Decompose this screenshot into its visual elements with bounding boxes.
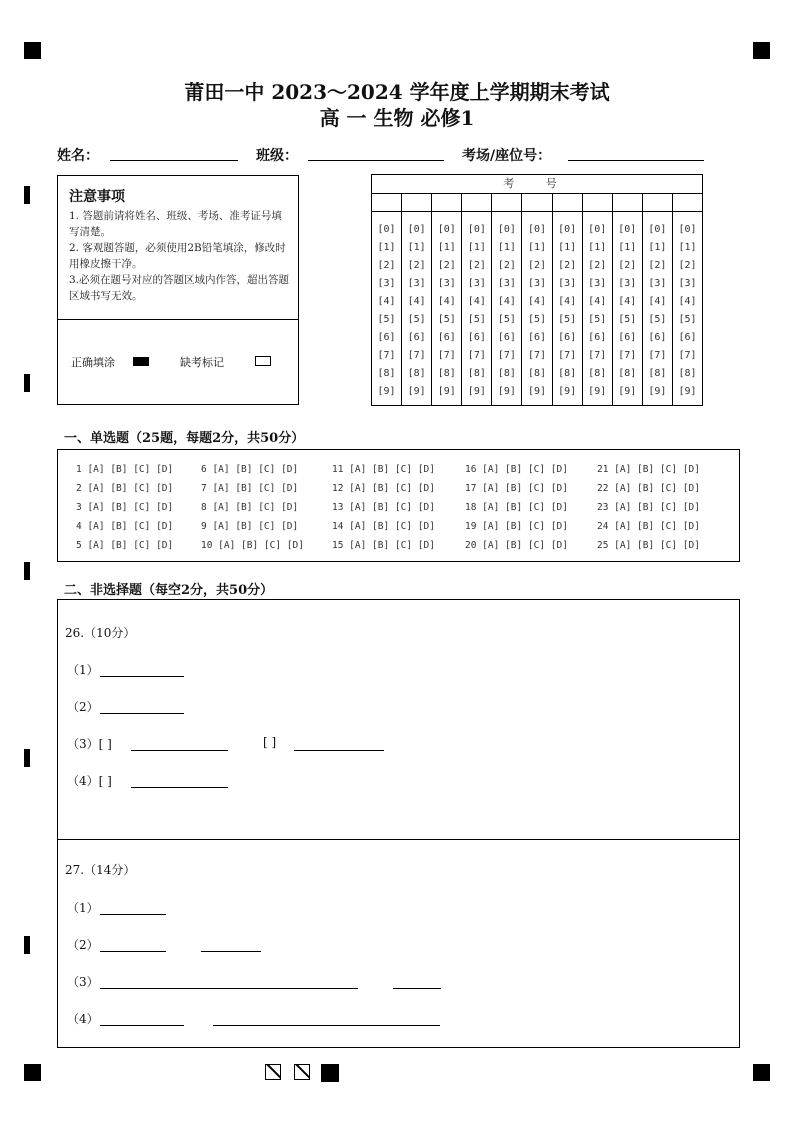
exam-digit-bubble[interactable]: [3] (467, 278, 486, 289)
exam-digit-bubble[interactable]: [0] (437, 224, 456, 235)
mcq-question-row[interactable]: 2 [A] [B] [C] [D] (76, 483, 174, 494)
mcq-question-row[interactable]: 23 [A] [B] [C] [D] (597, 502, 700, 513)
exam-digit-column (492, 211, 522, 405)
crossed-box-icon (294, 1064, 310, 1080)
digit-write-box[interactable] (673, 193, 702, 211)
exam-digit-bubble[interactable]: [8] (588, 368, 607, 379)
exam-digit-column (402, 211, 432, 405)
exam-digit-bubble[interactable]: [2] (377, 260, 396, 271)
exam-digit-bubble[interactable]: [1] (407, 242, 426, 253)
exam-digit-bubble[interactable]: [4] (407, 296, 426, 307)
q27-sub2-blank-a[interactable] (100, 951, 166, 952)
exam-digit-bubble[interactable]: [7] (648, 350, 667, 361)
mcq-question-row[interactable]: 16 [A] [B] [C] [D] (465, 464, 568, 475)
exam-digit-bubble[interactable]: [0] (588, 224, 607, 235)
exam-digit-bubble[interactable]: [0] (497, 224, 516, 235)
mcq-question-row[interactable]: 15 [A] [B] [C] [D] (332, 540, 435, 551)
exam-digit-bubble[interactable]: [3] (618, 278, 637, 289)
mcq-question-row[interactable]: 8 [A] [B] [C] [D] (201, 502, 299, 513)
section2-title: 二、非选择题（每空2分，共50分） (64, 583, 274, 598)
q26-sub1-label: （1） (67, 663, 99, 677)
mcq-question-row[interactable]: 7 [A] [B] [C] [D] (201, 483, 299, 494)
exam-digit-bubble[interactable]: [7] (497, 350, 516, 361)
exam-digit-bubble[interactable]: [9] (527, 386, 547, 397)
q27-sub4-blank-b[interactable] (213, 1025, 440, 1026)
exam-digit-bubble[interactable]: [1] (377, 242, 396, 253)
q27-sub2-label: （2） (67, 938, 99, 952)
exam-digit-bubble[interactable]: [5] (648, 314, 667, 325)
exam-digit-bubble[interactable]: [7] (527, 350, 547, 361)
q27-sub4-blank-a[interactable] (100, 1025, 184, 1026)
exam-digit-bubble[interactable]: [3] (588, 278, 607, 289)
exam-digit-bubble[interactable]: [4] (497, 296, 516, 307)
exam-digit-bubble[interactable]: [4] (618, 296, 637, 307)
mcq-answer-area (57, 449, 740, 562)
exam-digit-bubble[interactable]: [4] (467, 296, 486, 307)
digit-write-box[interactable] (613, 193, 643, 211)
exam-digit-bubble[interactable]: [5] (678, 314, 697, 325)
exam-digit-bubble[interactable]: [7] (437, 350, 456, 361)
exam-digit-bubble[interactable]: [2] (678, 260, 697, 271)
mcq-question-row[interactable]: 1 [A] [B] [C] [D] (76, 464, 174, 475)
q27-sub3-label: （3） (67, 975, 99, 989)
q27-sub2-blank-b[interactable] (201, 951, 261, 952)
room-seat-label: 考场/座位号： (462, 148, 552, 164)
exam-digit-bubble[interactable]: [4] (588, 296, 607, 307)
exam-digit-bubble[interactable]: [6] (558, 332, 577, 343)
exam-digit-bubble[interactable]: [1] (527, 242, 547, 253)
class-field[interactable] (308, 160, 444, 161)
exam-digit-bubble[interactable]: [9] (618, 386, 637, 397)
absent-mark-box[interactable] (255, 356, 271, 366)
exam-digit-bubble[interactable]: [5] (437, 314, 456, 325)
exam-digit-bubble[interactable]: [3] (558, 278, 577, 289)
notice-body (69, 208, 291, 304)
mcq-column (76, 460, 173, 555)
correct-fill-label: 正确填涂 (71, 356, 115, 369)
digit-write-box[interactable] (432, 193, 462, 211)
side-mark (24, 186, 30, 204)
exam-digit-bubble[interactable]: [8] (527, 368, 547, 379)
exam-digit-bubble[interactable]: [0] (407, 224, 426, 235)
exam-digit-bubble[interactable]: [2] (588, 260, 607, 271)
q26-sub2-blank[interactable] (100, 713, 184, 714)
corner-mark-bottom-left (24, 1064, 41, 1081)
exam-digit-bubble[interactable]: [9] (588, 386, 607, 397)
exam-digit-bubble[interactable]: [6] (437, 332, 456, 343)
exam-digit-bubble[interactable]: [9] (437, 386, 456, 397)
exam-digit-column (553, 211, 583, 405)
mcq-question-row[interactable]: 12 [A] [B] [C] [D] (332, 483, 435, 494)
exam-digit-bubble[interactable]: [1] (467, 242, 486, 253)
exam-digit-bubble[interactable]: [6] (618, 332, 637, 343)
notice-divider (58, 319, 298, 320)
exam-digit-bubble[interactable]: [2] (618, 260, 637, 271)
exam-digit-bubble[interactable]: [2] (527, 260, 547, 271)
q27-sub1-blank[interactable] (100, 914, 166, 915)
exam-digit-bubble[interactable]: [4] (558, 296, 577, 307)
exam-digit-bubble[interactable]: [2] (648, 260, 667, 271)
exam-digit-bubble[interactable]: [7] (467, 350, 486, 361)
mcq-column (465, 460, 568, 555)
exam-digit-bubble[interactable]: [5] (588, 314, 607, 325)
digit-write-box[interactable] (522, 193, 552, 211)
exam-digit-column (432, 211, 462, 405)
exam-digit-bubble[interactable]: [1] (437, 242, 456, 253)
exam-digit-bubble[interactable]: [0] (527, 224, 547, 235)
exam-digit-bubble[interactable]: [9] (377, 386, 396, 397)
exam-digit-bubble[interactable]: [2] (467, 260, 486, 271)
q26-sub1-blank[interactable] (100, 676, 184, 677)
exam-digit-bubble[interactable]: [8] (437, 368, 456, 379)
exam-digit-column (522, 211, 552, 405)
exam-digit-bubble[interactable]: [6] (527, 332, 547, 343)
side-mark (24, 936, 30, 954)
exam-digit-bubble[interactable]: [6] (377, 332, 396, 343)
mcq-column (597, 460, 700, 555)
exam-digit-bubble[interactable]: [6] (648, 332, 667, 343)
exam-digit-bubble[interactable]: [1] (497, 242, 516, 253)
q27-sub3-blank-a[interactable] (100, 988, 358, 989)
exam-digit-bubble[interactable]: [3] (648, 278, 667, 289)
mcq-question-row[interactable]: 13 [A] [B] [C] [D] (332, 502, 435, 513)
exam-digit-bubble[interactable]: [3] (407, 278, 426, 289)
q27-sub1-label: （1） (67, 901, 99, 915)
exam-number-columns (372, 211, 702, 405)
exam-digit-bubble[interactable]: [6] (497, 332, 516, 343)
exam-digit-bubble[interactable]: [7] (407, 350, 426, 361)
exam-digit-bubble[interactable]: [7] (377, 350, 396, 361)
exam-digit-bubble[interactable]: [2] (407, 260, 426, 271)
exam-digit-bubble[interactable]: [5] (407, 314, 426, 325)
exam-digit-bubble[interactable]: [1] (648, 242, 667, 253)
mcq-question-row[interactable]: 5 [A] [B] [C] [D] (76, 540, 174, 551)
exam-digit-bubble[interactable]: [5] (377, 314, 396, 325)
q26-sub2-label: （2） (67, 700, 99, 714)
exam-digit-bubble[interactable]: [4] (648, 296, 667, 307)
mcq-question-row[interactable]: 20 [A] [B] [C] [D] (465, 540, 568, 551)
exam-digit-bubble[interactable]: [6] (407, 332, 426, 343)
q26-sub4-label: （4）[ ] (67, 774, 112, 788)
side-mark (24, 749, 30, 767)
mcq-question-row[interactable]: 22 [A] [B] [C] [D] (597, 483, 700, 494)
mcq-question-row[interactable]: 14 [A] [B] [C] [D] (332, 521, 435, 532)
q26-title: 26.（10分） (65, 626, 136, 640)
exam-number-grid (371, 174, 703, 406)
q26-sub3-blank-b[interactable] (294, 750, 384, 751)
mcq-question-row[interactable]: 21 [A] [B] [C] [D] (597, 464, 700, 475)
crossed-box-icon (265, 1064, 281, 1080)
exam-digit-bubble[interactable]: [8] (648, 368, 667, 379)
exam-digit-bubble[interactable]: [9] (648, 386, 667, 397)
mcq-question-row[interactable]: 19 [A] [B] [C] [D] (465, 521, 568, 532)
exam-digit-column (372, 211, 402, 405)
digit-write-box[interactable] (643, 193, 673, 211)
q26-sub3-label: （3）[ ] (67, 737, 112, 751)
exam-digit-bubble[interactable]: [0] (618, 224, 637, 235)
exam-digit-bubble[interactable]: [2] (497, 260, 516, 271)
exam-digit-bubble[interactable]: [1] (558, 242, 577, 253)
notice-title: 注意事项 (69, 189, 125, 205)
exam-digit-bubble[interactable]: [0] (678, 224, 697, 235)
mcq-question-row[interactable]: 10 [A] [B] [C] [D] (201, 540, 304, 551)
mcq-column (201, 460, 304, 555)
exam-digit-bubble[interactable]: [7] (678, 350, 697, 361)
exam-digit-bubble[interactable]: [5] (558, 314, 577, 325)
mcq-question-row[interactable]: 24 [A] [B] [C] [D] (597, 521, 700, 532)
room-seat-field[interactable] (568, 160, 704, 161)
exam-digit-column (462, 211, 492, 405)
exam-digit-bubble[interactable]: [0] (558, 224, 577, 235)
exam-digit-bubble[interactable]: [9] (678, 386, 697, 397)
exam-digit-bubble[interactable]: [4] (678, 296, 697, 307)
notice-item: 2. 客观题答题，必须使用2B铅笔填涂，修改时用橡皮擦干净。 (69, 242, 286, 270)
exam-digit-bubble[interactable]: [0] (467, 224, 486, 235)
digit-write-box[interactable] (553, 193, 583, 211)
digit-write-box[interactable] (372, 193, 402, 211)
exam-digit-bubble[interactable]: [1] (588, 242, 607, 253)
correct-fill-sample (133, 357, 149, 366)
mcq-question-row[interactable]: 11 [A] [B] [C] [D] (332, 464, 435, 475)
q26-sub4-blank[interactable] (131, 787, 228, 788)
exam-digit-bubble[interactable]: [7] (588, 350, 607, 361)
exam-digit-bubble[interactable]: [7] (558, 350, 577, 361)
name-label: 姓名： (57, 148, 99, 164)
exam-subtitle: 高 一 生物 必修1 (319, 106, 475, 130)
exam-digit-column (613, 211, 643, 405)
digit-write-box[interactable] (402, 193, 432, 211)
exam-digit-bubble[interactable]: [6] (467, 332, 486, 343)
exam-digit-bubble[interactable]: [8] (558, 368, 577, 379)
side-mark (24, 562, 30, 580)
exam-digit-column (643, 211, 673, 405)
exam-digit-bubble[interactable]: [8] (678, 368, 697, 379)
digit-write-box[interactable] (583, 193, 613, 211)
side-mark (24, 374, 30, 392)
mcq-question-row[interactable]: 18 [A] [B] [C] [D] (465, 502, 568, 513)
exam-digit-bubble[interactable]: [4] (377, 296, 396, 307)
exam-digit-bubble[interactable]: [8] (467, 368, 486, 379)
exam-digit-bubble[interactable]: [6] (678, 332, 697, 343)
q27-sub4-label: （4） (67, 1012, 99, 1026)
q26-sub3-bracket-b: [ ] (263, 735, 277, 749)
exam-digit-bubble[interactable]: [3] (497, 278, 516, 289)
notice-item: 3.必须在题号对应的答题区域内作答，超出答题区域书写无效。 (69, 274, 290, 302)
digit-write-box[interactable] (492, 193, 522, 211)
exam-number-write-row (372, 193, 702, 212)
digit-write-box[interactable] (462, 193, 492, 211)
exam-digit-bubble[interactable]: [7] (618, 350, 637, 361)
exam-digit-bubble[interactable]: [5] (527, 314, 547, 325)
corner-mark-bottom-right (753, 1064, 770, 1081)
exam-digit-bubble[interactable]: [2] (437, 260, 456, 271)
name-field[interactable] (110, 160, 238, 161)
mcq-question-row[interactable]: 6 [A] [B] [C] [D] (201, 464, 299, 475)
exam-digit-bubble[interactable]: [9] (467, 386, 486, 397)
exam-digit-bubble[interactable]: [6] (588, 332, 607, 343)
exam-digit-bubble[interactable]: [1] (678, 242, 697, 253)
mcq-question-row[interactable]: 17 [A] [B] [C] [D] (465, 483, 568, 494)
exam-digit-bubble[interactable]: [9] (558, 386, 577, 397)
exam-digit-bubble[interactable]: [3] (377, 278, 396, 289)
exam-digit-column (583, 211, 613, 405)
exam-title: 莆田一中 2023～2024 学年度上学期期末考试 (184, 80, 610, 104)
exam-digit-bubble[interactable]: [5] (467, 314, 486, 325)
exam-digit-bubble[interactable]: [1] (618, 242, 637, 253)
class-label: 班级： (256, 148, 298, 164)
exam-digit-bubble[interactable]: [3] (437, 278, 456, 289)
mcq-question-row[interactable]: 4 [A] [B] [C] [D] (76, 521, 174, 532)
exam-digit-bubble[interactable]: [5] (618, 314, 637, 325)
filled-box-icon (321, 1064, 339, 1082)
exam-digit-bubble[interactable]: [0] (648, 224, 667, 235)
exam-digit-bubble[interactable]: [8] (377, 368, 396, 379)
exam-digit-bubble[interactable]: [2] (558, 260, 577, 271)
exam-digit-bubble[interactable]: [4] (437, 296, 456, 307)
exam-number-header: 考 号 (372, 175, 702, 194)
exam-digit-bubble[interactable]: [4] (527, 296, 547, 307)
exam-digit-bubble[interactable]: [3] (678, 278, 697, 289)
exam-digit-bubble[interactable]: [8] (618, 368, 637, 379)
mcq-question-row[interactable]: 25 [A] [B] [C] [D] (597, 540, 700, 551)
exam-digit-bubble[interactable]: [9] (497, 386, 516, 397)
exam-digit-bubble[interactable]: [0] (377, 224, 396, 235)
mcq-question-row[interactable]: 3 [A] [B] [C] [D] (76, 502, 174, 513)
section1-title: 一、单选题（25题，每题2分，共50分） (64, 431, 305, 446)
q26-sub3-blank-a[interactable] (131, 750, 228, 751)
written-answer-area (57, 599, 740, 1048)
corner-mark-top-left (24, 42, 41, 59)
q27-title: 27.（14分） (65, 863, 136, 877)
exam-digit-bubble[interactable]: [5] (497, 314, 516, 325)
q27-sub3-blank-b[interactable] (393, 988, 441, 989)
mcq-question-row[interactable]: 9 [A] [B] [C] [D] (201, 521, 299, 532)
corner-mark-top-right (753, 42, 770, 59)
exam-digit-bubble[interactable]: [8] (407, 368, 426, 379)
notice-box (57, 175, 299, 405)
question-divider (58, 839, 739, 840)
notice-item: 1. 答题前请将姓名、班级、考场、准考证号填写清楚。 (69, 210, 282, 238)
exam-digit-bubble[interactable]: [9] (407, 386, 426, 397)
exam-digit-bubble[interactable]: [3] (527, 278, 547, 289)
absent-mark-label: 缺考标记 (180, 356, 224, 369)
mcq-column (332, 460, 435, 555)
exam-digit-column (673, 211, 702, 405)
exam-digit-bubble[interactable]: [8] (497, 368, 516, 379)
